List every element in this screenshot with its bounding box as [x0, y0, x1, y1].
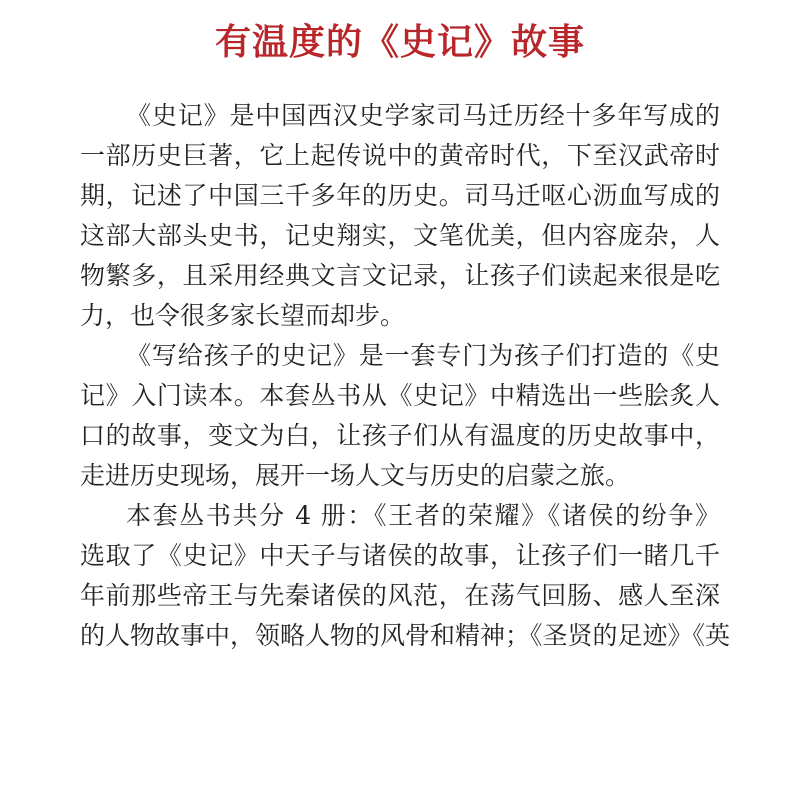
paragraph-1-line-3: 期，记述了中国三千多年的历史。司马迁呕心沥血写成的: [80, 181, 720, 210]
paragraph-1-line-2: 一部历史巨著，它上起传说中的黄帝时代，下至汉武帝时: [80, 141, 720, 170]
paragraph-2-line-4: 走进历史现场，展开一场人文与历史的启蒙之旅。: [80, 461, 631, 490]
paragraph-1-line-1: 《史记》是中国西汉史学家司马迁历经十多年写成的: [126, 101, 720, 130]
paragraph-3-line-3: 年前那些帝王与先秦诸侯的风范，在荡气回肠、感人至深: [80, 581, 720, 610]
paragraph-1-line-5: 物繁多，且采用经典文言文记录，让孩子们读起来很是吃: [80, 261, 720, 290]
paragraph-3-line-4: 的人物故事中，领略人物的风骨和精神；《圣贤的足迹》《英: [80, 621, 731, 650]
paragraph-1-line-6: 力，也令很多家长望而却步。: [80, 301, 406, 330]
paragraph-3-line-2: 选取了《史记》中天子与诸侯的故事，让孩子们一睹几千: [80, 541, 720, 570]
paragraph-3-line-1: 本套丛书共分 4 册：《王者的荣耀》《诸侯的纷争》: [126, 501, 720, 530]
page-title: 有温度的《史记》故事: [214, 22, 585, 63]
paragraph-2-line-2: 记》入门读本。本套丛书从《史记》中精选出一些脍炙人: [80, 381, 720, 410]
paragraph-2-line-1: 《写给孩子的史记》是一套专门为孩子们打造的《史: [126, 341, 720, 370]
paragraph-2-line-3: 口的故事，变文为白，让孩子们从有温度的历史故事中，: [80, 421, 720, 450]
paragraph-1-line-4: 这部大部头史书，记史翔实，文笔优美，但内容庞杂，人: [80, 221, 720, 250]
